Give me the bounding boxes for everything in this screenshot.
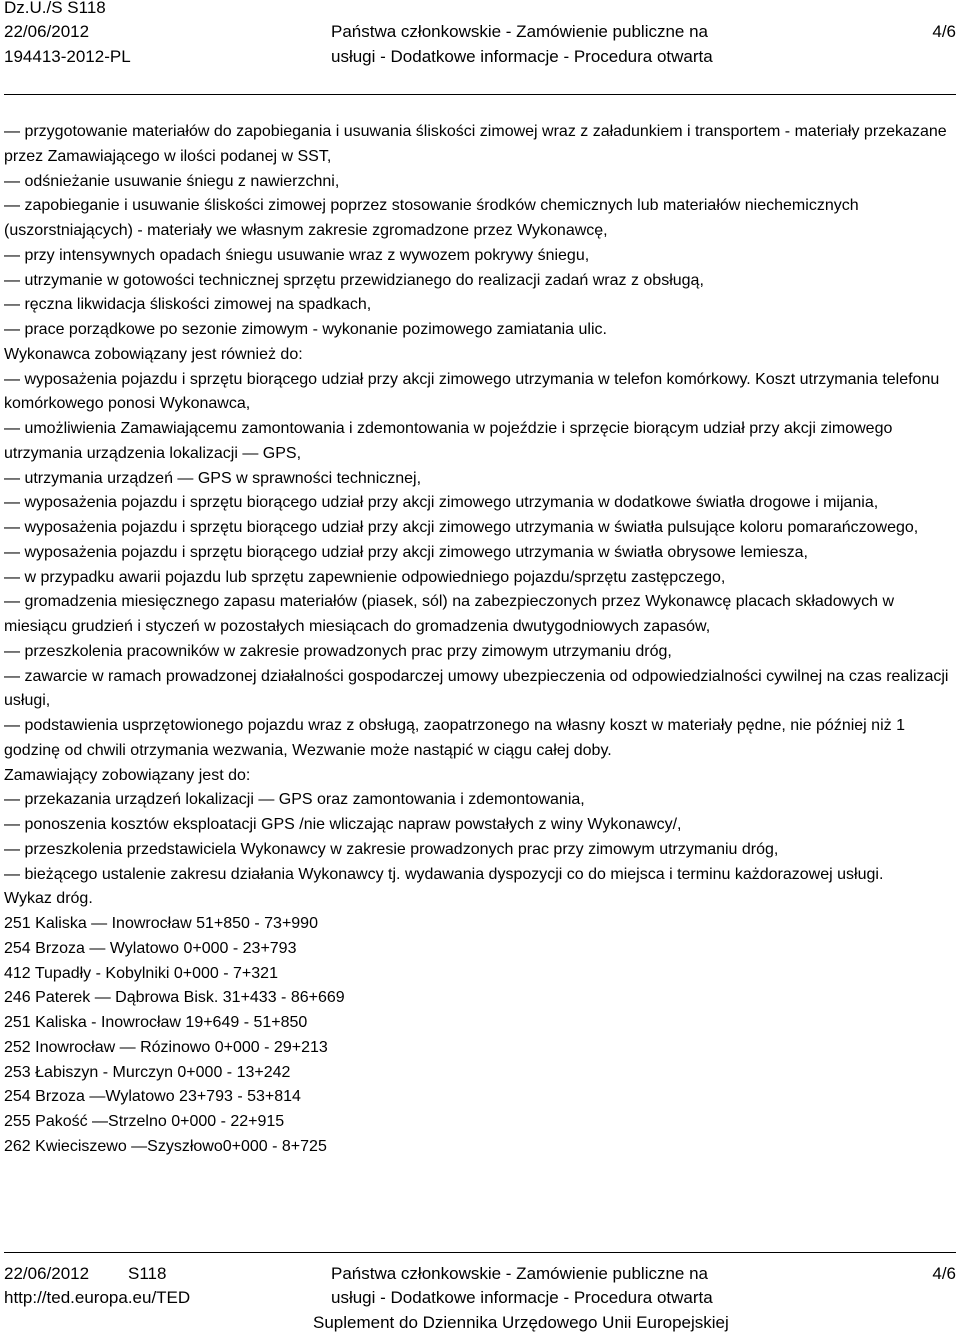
body-paragraph: — przeszkolenia przedstawiciela Wykonawcy w zakresie prowadzonych prac przy zimowym utrzymaniu dróg, [4,840,779,858]
body-paragraph: 254 Brzoza —Wylatowo 23+793 - 53+814 [4,1088,301,1106]
body-paragraph: — bieżącego ustalenie zakresu działania Wykonawcy tj. wydawania dyspozycji co do miejsca i terminu każdorazowej usługi. [4,865,884,883]
header-page-number: 4/6 [932,22,956,41]
document-body [4,120,954,1160]
body-paragraph: 255 Pakość —Strzelno 0+000 - 22+915 [4,1113,285,1130]
body-paragraph: 251 Kaliska - Inowrocław 19+649 - 51+850 [4,1014,308,1031]
body-paragraph: — przy intensywnych opadach śniegu usuwanie wraz z wywozem pokrywy śniegu, [4,246,590,264]
body-paragraph: — przekazania urządzeń lokalizacji — GPS oraz zamontowania i zdemontowania, [4,791,585,809]
body-paragraph: — odśnieżanie usuwanie śniegu z nawierzchni, [4,172,340,190]
footer-rule [4,1252,956,1253]
body-paragraph: — utrzymanie w gotowości technicznej sprzętu przewidzianego do realizacji zadań wraz z obsługą, [4,271,704,289]
body-paragraph: — zapobieganie i usuwanie śliskości zimowej poprzez stosowanie środków chemicznych lub materiałów niechemicznych (uszorstniających) - materiały we własnym zakresie zgromadzone przez Wykonawcę, [4,197,859,239]
footer-date: 22/06/2012 [4,1264,90,1283]
footer-link[interactable]: http://ted.europa.eu/TED [4,1288,191,1307]
footer-page-number: 4/6 [932,1264,956,1283]
body-paragraph: 253 Łabiszyn - Murczyn 0+000 - 13+242 [4,1063,291,1081]
header-title-line-2: usługi - Dodatkowe informacje - Procedura otwarta [331,47,713,66]
document-id: 194413-2012-PL [4,47,131,66]
footer-title-line-2: usługi - Dodatkowe informacje - Procedura otwarta [331,1288,713,1307]
footer-issue: S118 [128,1264,167,1283]
body-paragraph: Wykonawca zobowiązany jest również do: [4,345,303,363]
body-paragraph: — wyposażenia pojazdu i sprzętu biorącego udział przy akcji zimowego utrzymania w światła obrysowe lemiesza, [4,543,808,561]
body-paragraph: — prace porządkowe po sezonie zimowym - wykonanie pozimowego zamiatania ulic. [4,321,607,338]
body-paragraph: Zamawiający zobowiązany jest do: [4,766,251,784]
body-paragraph: 246 Paterek — Dąbrowa Bisk. 31+433 - 86+669 [4,989,345,1007]
header-date: 22/06/2012 [4,22,90,41]
body-paragraph: 252 Inowrocław — Rózinowo 0+000 - 29+213 [4,1038,328,1056]
body-paragraph: — utrzymania urządzeń — GPS w sprawności technicznej, [4,469,422,487]
body-paragraph: — wyposażenia pojazdu i sprzętu biorącego udział przy akcji zimowego utrzymania w światła pulsujące koloru pomarańczowego, [4,519,919,536]
body-paragraph: — podstawienia usprzętowionego pojazdu wraz z obsługą, zaopatrzonego na własny koszt w materiały pędne, nie później niż 1 godzinę od chwili otrzymania wezwania, Wezwanie może nastąpić w ciągu całej doby. [4,717,905,759]
body-paragraph: — w przypadku awarii pojazdu lub sprzętu zapewnienie odpowiedniego pojazdu/sprzętu zastępczego, [4,568,726,586]
body-paragraph: — wyposażenia pojazdu i sprzętu biorącego udział przy akcji zimowego utrzymania w dodatkowe światła drogowe i mijania, [4,494,879,512]
body-paragraph: — przeszkolenia pracowników w zakresie prowadzonych prac przy zimowym utrzymaniu dróg, [4,642,672,660]
body-paragraph: — umożliwienia Zamawiającemu zamontowania i zdemontowania w pojeździe i sprzęcie biorącym udział przy akcji zimowego utrzymania urządzenia lokalizacji — GPS, [4,420,893,462]
body-paragraph: — gromadzenia miesięcznego zapasu materiałów (piasek, sól) na zabezpieczonych przez Wykonawcę placach składowych w miesiącu grudzień i styczeń w pozostałych miesiącach do gromadzenia dwutygodniowych zapasów, [4,593,895,635]
body-paragraph: 254 Brzoza — Wylatowo 0+000 - 23+793 [4,939,297,957]
body-paragraph: — przygotowanie materiałów do zapobiegania i usuwania śliskości zimowej wraz z załadunkiem i transportem - materiały przekazane przez Zamawiającego w ilości podanej w SST, [4,123,947,165]
body-paragraph: — wyposażenia pojazdu i sprzętu biorącego udział przy akcji zimowego utrzymania w telefon komórkowy. Koszt utrzymania telefonu komórkowego ponosi Wykonawca, [4,370,940,413]
body-paragraph: 412 Tupadły - Kobylniki 0+000 - 7+321 [4,964,278,982]
body-paragraph: 251 Kaliska — Inowrocław 51+850 - 73+990 [4,915,318,932]
body-paragraph: — zawarcie w ramach prowadzonej działalności gospodarczej umowy ubezpieczenia od odpowiedzialności cywilnej na czas realizacji usługi, [4,667,949,710]
journal-reference: Dz.U./S S118 [4,0,106,17]
body-paragraph: — ponoszenia kosztów eksploatacji GPS /nie wliczając napraw powstałych z winy Wykonawcy/, [4,816,682,833]
body-paragraph: 262 Kwieciszewo —Szyszłowo0+000 - 8+725 [4,1137,327,1155]
footer-title-line-1: Państwa członkowskie - Zamówienie publiczne na [331,1264,709,1283]
header-title-line-1: Państwa członkowskie - Zamówienie publiczne na [331,22,709,41]
body-paragraph: — ręczna likwidacja śliskości zimowej na spadkach, [4,296,372,314]
footer-title-line-3: Suplement do Dziennika Urzędowego Unii Europejskiej [313,1313,729,1332]
body-paragraph: Wykaz dróg. [4,890,93,908]
header-rule [4,94,956,95]
